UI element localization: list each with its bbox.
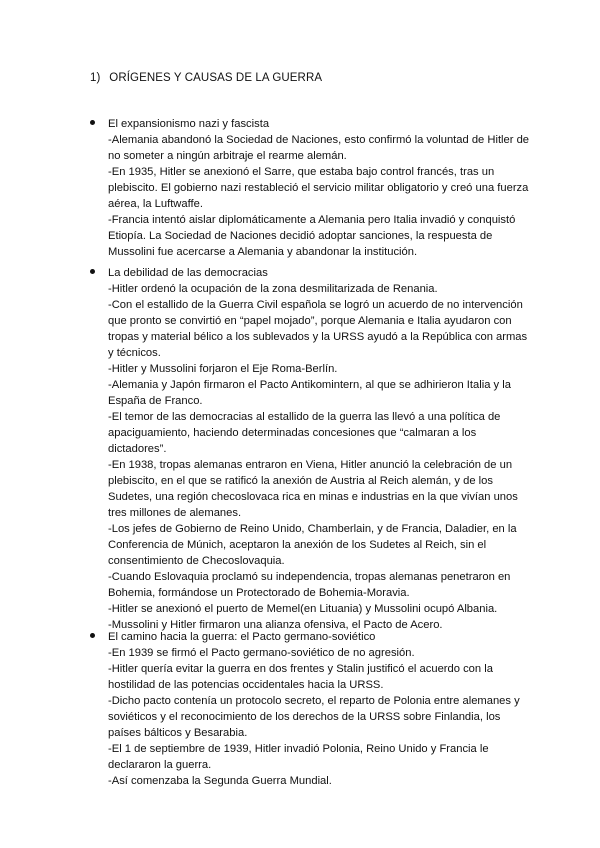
paragraph-line: tres millones de alemanes.	[108, 507, 242, 519]
bullet-icon	[90, 269, 95, 274]
paragraph-line: -Francia intentó aislar diplomáticamente a Alemania pero Italia invadió y conquistó	[108, 214, 516, 226]
paragraph-line: Etiopía. La Sociedad de Naciones decidió adoptar sanciones, la respuesta de	[108, 230, 493, 242]
paragraph-line: -Hitler ordenó la ocupación de la zona desmilitarizada de Renania.	[108, 283, 438, 295]
section-title: El expansionismo nazi y fascista	[108, 118, 270, 130]
paragraph-line: -Alemania y Japón firmaron el Pacto Antikomintern, al que se adhirieron Italia y la	[108, 379, 511, 391]
paragraph-line: -En 1939 se firmó el Pacto germano-soviético de no agresión.	[108, 647, 415, 659]
paragraph-line: -El temor de las democracias al estallido de la guerra las llevó a una política de	[108, 411, 501, 423]
heading-number: 1)	[90, 72, 101, 84]
paragraph-line: Bohemia, formándose un Protectorado de Bohemia-Moravia.	[108, 587, 410, 599]
paragraph-line: -Hitler quería evitar la guerra en dos frentes y Stalin justificó el acuerdo con la	[108, 663, 493, 675]
paragraph-line: declararon la guerra.	[108, 759, 212, 771]
paragraph-line: no someter a ningún arbitraje el rearme alemán.	[108, 150, 347, 162]
paragraph-line: -En 1935, Hitler se anexionó el Sarre, que estaba bajo control francés, tras un	[108, 166, 495, 178]
paragraph-line: -Cuando Eslovaquia proclamó su independencia, tropas alemanas penetraron en	[108, 571, 511, 583]
paragraph-line: -El 1 de septiembre de 1939, Hitler invadió Polonia, Reino Unido y Francia le	[108, 743, 489, 755]
page-heading	[90, 72, 322, 84]
paragraph-line: aérea, la Luftwaffe.	[108, 198, 203, 210]
section-expansionismo	[90, 116, 530, 260]
paragraph-line: España de Franco.	[108, 395, 203, 407]
section-title: La debilidad de las democracias	[108, 267, 268, 279]
section-debilidad-democracias	[90, 265, 530, 633]
paragraph-line: -Dicho pacto contenía un protocolo secreto, el reparto de Polonia entre alemanes y	[108, 695, 520, 707]
heading-text: ORÍGENES Y CAUSAS DE LA GUERRA	[109, 72, 323, 84]
paragraph-line: que pronto se convirtió en “papel mojado”, porque Alemania e Italia ayudaron con	[108, 315, 512, 327]
paragraph-line: consentimiento de Checoslovaquia.	[108, 555, 285, 567]
section-pacto-germano-sovietico	[90, 629, 530, 789]
paragraph-line: plebiscito. El gobierno nazi restableció el servicio militar obligatorio y creó una fuerza	[108, 182, 529, 194]
paragraph-line: dictadores”.	[108, 443, 167, 455]
paragraph-line: -Con el estallido de la Guerra Civil española se logró un acuerdo de no intervención	[108, 299, 523, 311]
bullet-icon	[90, 120, 95, 125]
paragraph-line: Sudetes, una región checoslovaca rica en minas e industrias en la que vivían unos	[108, 491, 518, 503]
paragraph-line: -En 1938, tropas alemanas entraron en Viena, Hitler anunció la celebración de un	[108, 459, 513, 471]
paragraph-line: Conferencia de Múnich, aceptaron la anexión de los Sudetes al Reich, sin el	[108, 539, 487, 551]
paragraph-line: hostilidad de las potencias occidentales hacia la URSS.	[108, 679, 384, 691]
bullet-icon	[90, 633, 95, 638]
paragraph-line: -Los jefes de Gobierno de Reino Unido, Chamberlain, y de Francia, Daladier, en la	[108, 523, 517, 535]
paragraph-line: -Así comenzaba la Segunda Guerra Mundial.	[108, 775, 332, 787]
paragraph-line: -Alemania abandonó la Sociedad de Naciones, esto confirmó la voluntad de Hitler de	[108, 134, 530, 146]
paragraph-line: -Hitler se anexionó el puerto de Memel(en Lituania) y Mussolini ocupó Albania.	[108, 603, 498, 615]
paragraph-line: -Hitler y Mussolini forjaron el Eje Roma-Berlín.	[108, 363, 338, 375]
paragraph-line: y técnicos.	[108, 347, 161, 359]
paragraph-line: Mussolini fue acercarse a Alemania y abandonar la institución.	[108, 246, 418, 258]
paragraph-line: -Mussolini y Hitler firmaron una alianza ofensiva, el Pacto de Acero.	[108, 619, 443, 631]
section-title: El camino hacia la guerra: el Pacto germano-soviético	[108, 631, 376, 643]
paragraph-line: apaciguamiento, haciendo determinadas concesiones que “calmaran a los	[108, 427, 477, 439]
paragraph-line: plebiscito, en el que se ratificó la anexión de Austria al Reich alemán, y de los	[108, 475, 493, 487]
paragraph-line: países bálticos y Besarabia.	[108, 727, 248, 739]
paragraph-line: soviéticos y el reconocimiento de los derechos de la URSS sobre Finlandia, los	[108, 711, 501, 723]
paragraph-line: tropas y material bélico a los sublevados y la URSS ayudó a la República con armas	[108, 331, 528, 343]
